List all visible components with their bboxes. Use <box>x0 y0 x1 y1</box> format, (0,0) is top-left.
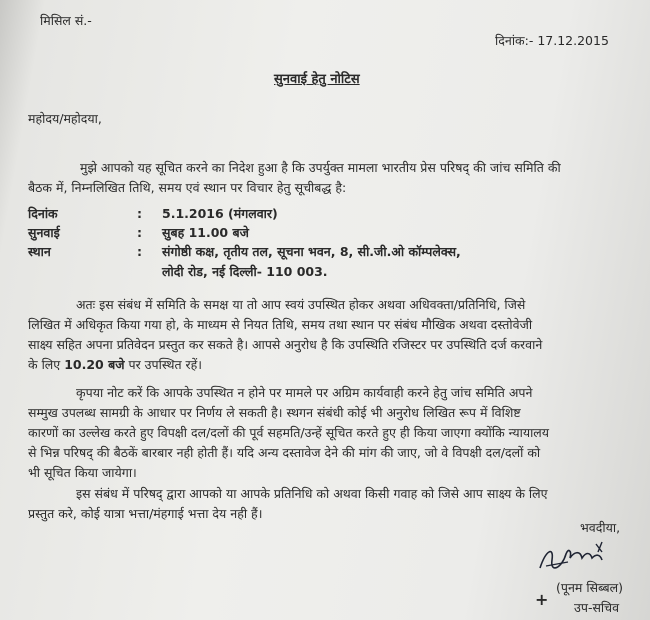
para2-line4-post: पर उपस्थित रहें। <box>124 357 203 372</box>
para3-line1: कृपया नोट करें कि आपके उपस्थित न होने पर मामले पर अग्रिम कार्यवाही करने हेतु जांच समिति अपने <box>76 385 533 400</box>
para1-line1: मुझे आपको यह सूचित करने का निदेश हुआ है कि उपर्युक्त मामला भारतीय प्रेस परिषद् की जांच समिति की <box>80 160 561 175</box>
para2-line1: अतः इस संबंध में समिति के समक्ष या तो आप स्वयं उपस्थित होकर अथवा अधिवक्ता/प्रतिनिधि, जिसे <box>76 297 526 312</box>
para2-line4-pre: के लिए <box>28 357 65 372</box>
pen-mark-icon: + <box>535 590 549 609</box>
detail-colon: : <box>137 206 142 221</box>
signer-name: (पूनम सिब्बल) <box>556 580 623 595</box>
detail-label-hearing: सुनवाई <box>28 225 60 240</box>
detail-value-venue-cont: लोदी रोड, नई दिल्ली- 110 003. <box>162 264 328 279</box>
para3-line4: से भिन्न परिषद् की बैठकें बारबार नही होती हैं। यदि अन्य दस्तावेज देने की मांग की जाए, जो वे विपक्षी दल/दलों को <box>28 445 541 460</box>
para2-line3: साक्ष्य सहित अपना प्रतिवेदन प्रस्तुत कर सकते है। आपसे अनुरोध है कि उपस्थिति रजिस्टर पर उपस्थिति दर्ज करवाने <box>28 337 543 352</box>
arrival-time: 10.20 बजे <box>64 357 125 372</box>
detail-colon: : <box>137 225 142 240</box>
para2-line4 <box>28 357 202 372</box>
closing-phrase: भवदीया, <box>580 520 621 535</box>
detail-label-venue: स्थान <box>28 244 51 259</box>
para2-line2: लिखित में अधिकृत किया गया हो, के माध्यम से नियत तिथि, समय तथा स्थान पर संबंध मौखिक अथवा दस्तोवेजी <box>28 317 533 332</box>
salutation: महोदय/महोदया, <box>28 111 102 126</box>
para3-line3: कारणों का उल्लेख करते हुए विपक्षी दल/दलों की पूर्व सहमति/उन्हें सूचित करते हुए ही किया जाएगा क्योंकि न्यायालय <box>28 425 550 440</box>
detail-colon: : <box>137 244 142 259</box>
handwritten-signature-icon <box>532 538 612 578</box>
para4-line2: प्रस्तुत करे, कोई यात्रा भत्ता/मंहगाई भत्ता देय नही हैं। <box>28 506 263 521</box>
detail-value-hearing: सुबह 11.00 बजे <box>162 225 249 240</box>
signer-designation: उप-सचिव <box>574 600 620 615</box>
notice-date: दिनांक:- 17.12.2015 <box>495 33 609 48</box>
para4-line1: इस संबंध में परिषद् द्वारा आपको या आपके प्रतिनिधि को अथवा किसी गवाह को जिसे आप साक्ष्य के लिए <box>76 486 548 501</box>
para3-line2: सम्मुख उपलब्ध सामग्री के आधार पर निर्णय ले सकती है। स्थगन संबंधी कोई भी अनुरोध लिखित रूप में विशिष्ट <box>28 405 521 420</box>
para1-line2: बैठक में, निम्नलिखित तिथि, समय एवं स्थान पर विचार हेतु सूचीबद्ध है: <box>28 180 347 195</box>
detail-value-date: 5.1.2016 (मंगलवार) <box>162 206 278 221</box>
para3-line5: भी सूचित किया जायेगा। <box>28 465 137 480</box>
detail-value-venue: संगोष्ठी कक्ष, तृतीय तल, सूचना भवन, 8, सी.जी.ओ कॉम्पलेक्स, <box>162 244 461 259</box>
file-number: मिसिल सं.- <box>40 13 92 28</box>
detail-label-date: दिनांक <box>28 206 58 221</box>
notice-title: सुनवाई हेतु नोटिस <box>274 72 360 87</box>
